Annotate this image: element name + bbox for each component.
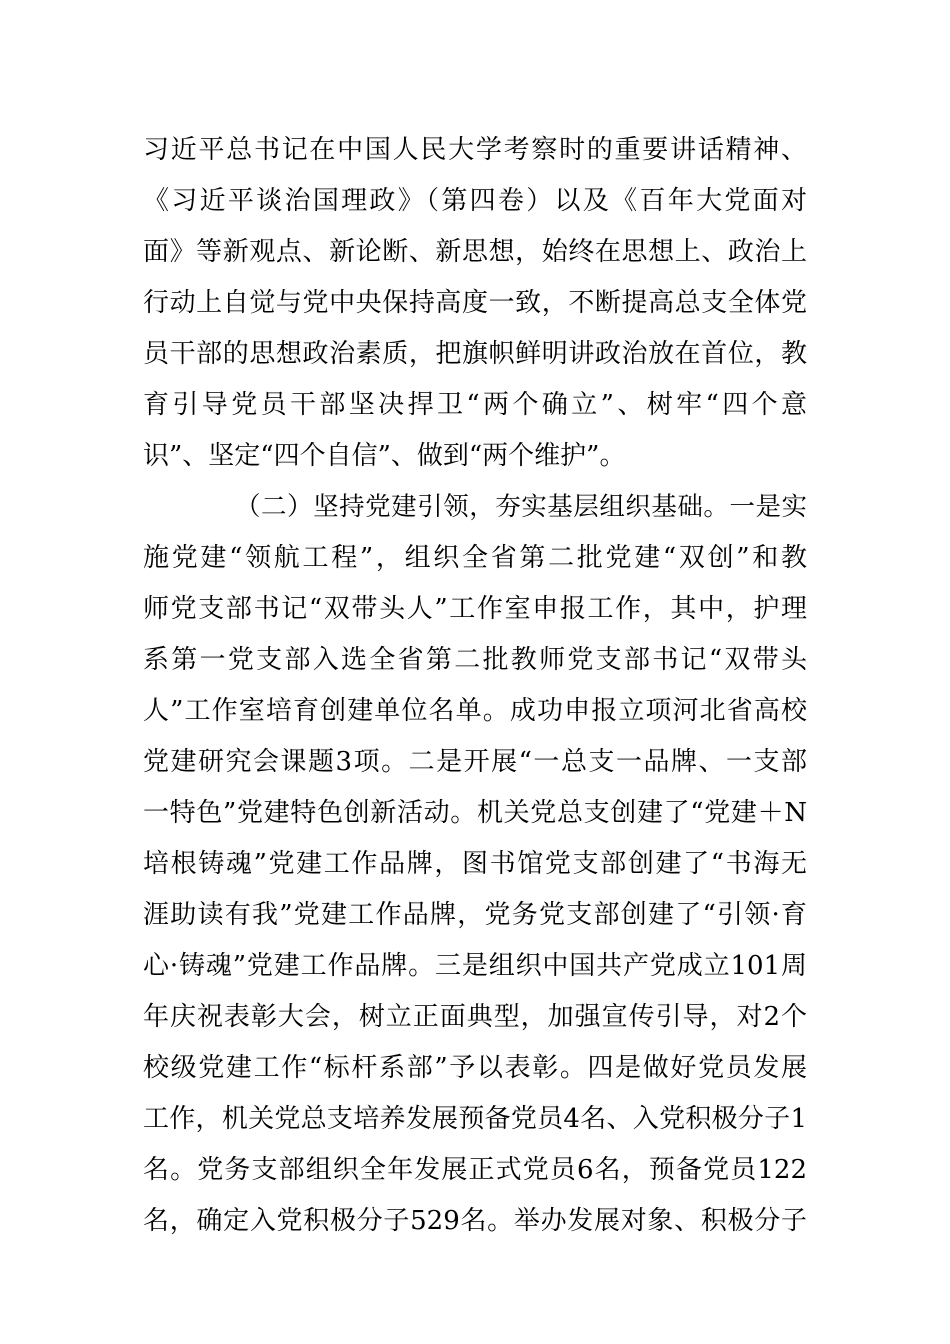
- paragraph-line: 涯助读有我”党建工作品牌，党务党支部创建了“引领·育: [143, 900, 807, 930]
- paragraph-line: 系第一党支部入选全省第二批教师党支部书记“双带头: [143, 645, 807, 675]
- paragraph-2: [143, 482, 807, 1247]
- paragraph-line: 行动上自觉与党中央保持高度一致，不断提高总支全体党: [143, 288, 807, 318]
- paragraph-line: 校级党建工作“标杆系部”予以表彰。四是做好党员发展: [143, 1053, 807, 1083]
- paragraph-line: 《习近平谈治国理政》（第四卷）以及《百年大党面对: [143, 186, 807, 216]
- paragraph-line: 心·铸魂”党建工作品牌。三是组织中国共产党成立101周: [143, 951, 807, 981]
- paragraph-1: [143, 125, 807, 482]
- paragraph-line: 党建研究会课题3项。二是开展“一总支一品牌、一支部: [143, 747, 807, 777]
- paragraph-line: 师党支部书记“双带头人”工作室申报工作，其中，护理: [143, 594, 807, 624]
- paragraph-line: 育引导党员干部坚决捍卫“两个确立”、树牢“四个意: [143, 390, 807, 420]
- section-heading-line: （二）坚持党建引领，夯实基层组织基础。一是实: [235, 492, 807, 522]
- paragraph-line: 面》等新观点、新论断、新思想，始终在思想上、政治上: [143, 237, 807, 267]
- paragraph-line: 人”工作室培育创建单位名单。成功申报立项河北省高校: [143, 696, 807, 726]
- paragraph-line: 年庆祝表彰大会，树立正面典型，加强宣传引导，对2个: [143, 1002, 807, 1032]
- paragraph-line: 识”、坚定“四个自信”、做到“两个维护”。: [143, 441, 626, 471]
- paragraph-line: 施党建“领航工程”，组织全省第二批党建“双创”和教: [143, 543, 807, 573]
- paragraph-line: 名，确定入党积极分子529名。举办发展对象、积极分子: [143, 1206, 807, 1236]
- paragraph-line: 工作，机关党总支培养发展预备党员4名、入党积极分子1: [143, 1104, 807, 1134]
- paragraph-line: 一特色”党建特色创新活动。机关党总支创建了“党建＋N: [143, 798, 807, 828]
- paragraph-line: 培根铸魂”党建工作品牌，图书馆党支部创建了“书海无: [143, 849, 807, 879]
- paragraph-line: 员干部的思想政治素质，把旗帜鲜明讲政治放在首位，教: [143, 339, 807, 369]
- paragraph-line: 名。党务支部组织全年发展正式党员6名，预备党员122: [143, 1155, 807, 1185]
- paragraph-line: 习近平总书记在中国人民大学考察时的重要讲话精神、: [143, 135, 807, 165]
